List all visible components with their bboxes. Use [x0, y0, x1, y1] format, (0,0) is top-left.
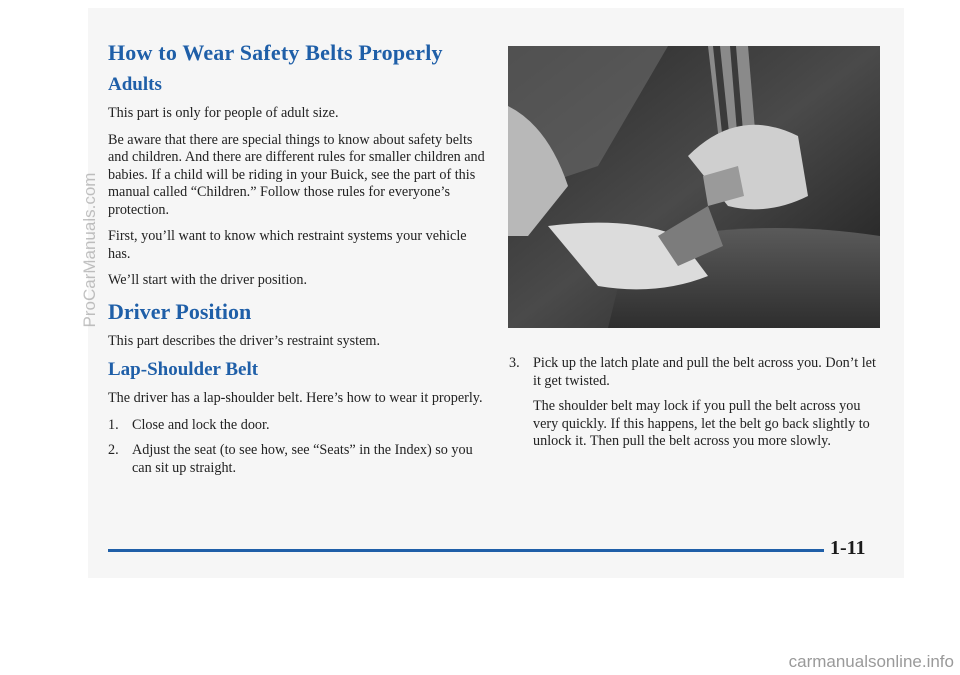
- driver-paragraph: This part describes the driver’s restraint system.: [108, 332, 380, 349]
- adults-paragraph-4: We’ll start with the driver position.: [108, 272, 308, 288]
- lap-paragraph: The driver has a lap-shoulder belt. Here’s how to wear it properly.: [108, 390, 483, 406]
- safety-belt-photo: [508, 46, 880, 328]
- page-number: 1-11: [830, 537, 866, 559]
- step-number: 1.: [108, 416, 119, 433]
- step-2: [108, 442, 488, 477]
- footer-rule: [108, 549, 824, 552]
- right-column: [509, 355, 881, 460]
- adults-heading: Adults: [108, 74, 162, 95]
- step-text: Close and lock the door.: [132, 416, 270, 433]
- side-watermark: ProCarManuals.com: [80, 172, 99, 328]
- step-3: [509, 355, 881, 390]
- adults-paragraph-3: First, you’ll want to know which restraint systems your vehicle has.: [108, 228, 467, 262]
- page-title: How to Wear Safety Belts Properly: [108, 40, 443, 65]
- footer-watermark: carmanualsonline.info: [788, 652, 954, 671]
- belt-illustration: [508, 46, 880, 328]
- adults-paragraph-2: Be aware that there are special things to know about safety belts and children. And there are different rules for smaller children and babies. If a child will be riding in your Buick, see the part of this manual called “Children.” Follow those rules for everyone’s protection.: [108, 131, 485, 218]
- adults-paragraph-1: This part is only for people of adult size.: [108, 105, 339, 121]
- step-1: [108, 417, 488, 435]
- belt-lock-note: The shoulder belt may lock if you pull the belt across you very quickly. If this happens, let the belt go back slightly to unlock it. Then pull the belt across you more slowly.: [533, 398, 870, 449]
- left-column: [108, 40, 488, 485]
- lap-shoulder-heading: Lap-Shoulder Belt: [108, 359, 259, 380]
- step-number: 3.: [509, 355, 520, 371]
- step-number: 2.: [108, 442, 119, 458]
- driver-position-heading: Driver Position: [108, 298, 252, 324]
- step-text: Adjust the seat (to see how, see “Seats” in the Index) so you can sit up straight.: [132, 442, 473, 476]
- step-text: Pick up the latch plate and pull the belt across you. Don’t let it get twisted.: [533, 355, 876, 389]
